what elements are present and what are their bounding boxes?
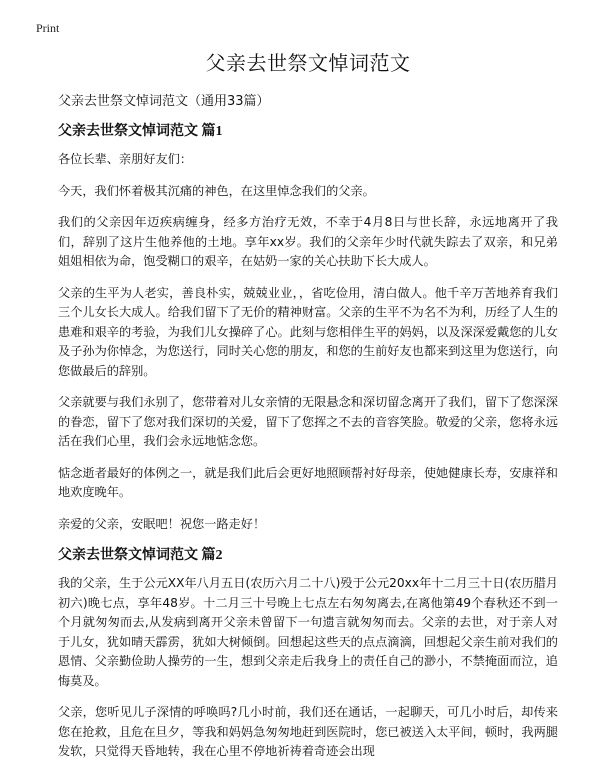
paragraph: 父亲的生平为人老实，善良朴实，兢兢业业，，省吃俭用，清白做人。他千辛万苦地养育我们三个儿女长大成人。给我们留下了无价的精神财富。父亲的生平不为名不为利，历经了人生的患难和艰辛的考验，为我们儿女操碎了心。此刻与您相伴生平的妈妈，以及深深爱戴您的儿女及子孙为你悼念，为您送行，同时关心您的朋友，和您的生前好友也都来到这里为您送行，向您做最后的辞别。 [58, 285, 558, 378]
paragraph: 各位长辈、亲朋好友们： [58, 152, 193, 166]
paragraph: 今天，我们怀着极其沉痛的神色，在这里悼念我们的父亲。 [58, 183, 375, 198]
print-link[interactable]: Print [36, 21, 60, 35]
section-heading: 父亲去世祭文悼词范文 篇1 [58, 124, 223, 139]
document-body [58, 48, 558, 774]
page-title: 父亲去世祭文悼词范文 [205, 51, 411, 75]
paragraph: 父亲，您听见儿子深情的呼唤吗?几小时前，我们还在通话，一起聊天，可几小时后，却传来您在抢救，且危在旦夕，等我和妈妈急匆匆地赶到医院时，您已被送入太平间，顿时，我两腿发软，只觉得天昏地转，我在心里不停地祈祷着奇迹会出现 [58, 705, 558, 758]
paragraph: 惦念逝者最好的体例之一，就是我们此后会更好地照顾帮衬好母亲，使她健康长寿，安康祥和地欢度晚年。 [58, 465, 558, 499]
paragraph: 亲爱的父亲，安眠吧！祝您一路走好！ [58, 516, 266, 531]
paragraph: 父亲就要与我们永别了，您带着对儿女亲情的无限悬念和深切留念离开了我们，留下了您深深的眷恋，留下了您对我们深切的关爱，留下了您挥之不去的音容笑脸。敬爱的父亲，您将永远活在我们心里，我们会永远地惦念您。 [58, 395, 558, 448]
document-subtitle: 父亲去世祭文悼词范文（通用33篇） [58, 94, 270, 109]
section-heading: 父亲去世祭文悼词范文 篇2 [58, 548, 223, 563]
paragraph: 我们的父亲因年迈疾病缠身，经多方治疗无效，不幸于4月8日与世长辞，永远地离开了我们，辞别了这片生他养他的土地。享年xx岁。我们的父亲年少时代就失踪去了双亲，和兄弟姐姐相依为命，饱受糊口的艰辛，在姑奶一家的关心扶助下长大成人。 [58, 215, 558, 268]
paragraph: 我的父亲，生于公元XX年八月五日(农历六月二十八)殁于公元20xx年十二月三十日(农历腊月初六)晚七点，享年48岁。十二月三十号晚上七点左右匆匆离去,在离他第49个春秋还不到一个月就匆匆而去,从发病到离开父亲未曾留下一句遗言就匆匆而去。父亲的去世，对于亲人对于儿女，犹如晴天霹雳，犹如大树倾倒。回想起这些天的点点滴滴，回想起父亲生前对我们的恩情、父亲勤俭助人操劳的一生，想到父亲走后我身上的责任自己的渺小，不禁掩面而泣，追悔莫及。 [58, 576, 558, 688]
